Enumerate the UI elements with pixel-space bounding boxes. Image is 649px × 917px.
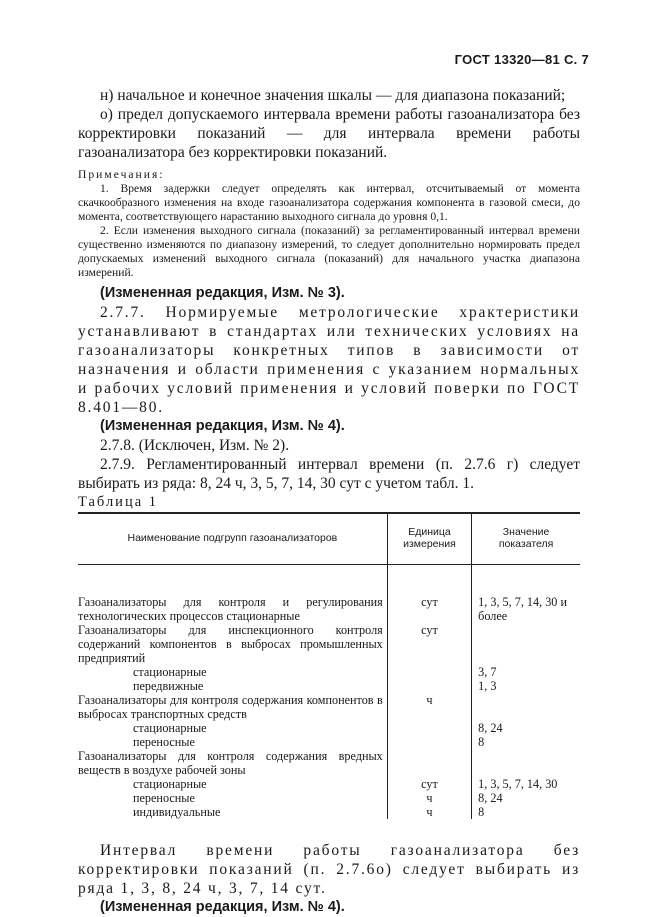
paragraph-after-table: Интервал времени работы газоанализатора без корректировки показаний (п. 2.7.6о) следует выбирать из ряда 1, 3, 8, 24 ч, 3, 7, 14 сут. bbox=[78, 842, 580, 897]
note-1: 1. Время задержки следует определять как интервал, отсчитываемый от момента скачкообразного изменения на входе газоанализатора содержания компонента в газовой смеси, до момента, соответствующего нарастанию выходного сигнала до уровня 0,1. bbox=[78, 182, 580, 223]
table-row bbox=[78, 721, 580, 735]
table-row bbox=[78, 679, 580, 693]
table-row bbox=[78, 623, 580, 665]
row-unit: сут bbox=[387, 777, 471, 791]
notes-title: Примечания: bbox=[78, 168, 165, 181]
row-unit bbox=[387, 665, 471, 679]
row-name: переносные bbox=[133, 791, 195, 805]
table-row bbox=[78, 693, 580, 721]
row-name: передвижные bbox=[133, 679, 204, 693]
row-unit bbox=[387, 721, 471, 735]
row-unit bbox=[387, 679, 471, 693]
table-row bbox=[78, 665, 580, 679]
row-unit: ч bbox=[387, 791, 471, 805]
row-unit bbox=[387, 749, 471, 777]
row-value: 1, 3, 5, 7, 14, 30 и более bbox=[478, 595, 567, 623]
edit-note-4a: (Измененная редакция, Изм. № 4). bbox=[100, 418, 345, 434]
table-header-row bbox=[78, 513, 580, 565]
notes-block bbox=[78, 168, 580, 280]
page-header: ГОСТ 13320—81 С. 7 bbox=[454, 52, 589, 67]
edit-note-3: (Измененная редакция, Изм. № 3). bbox=[100, 285, 345, 301]
row-name: стационарные bbox=[133, 777, 207, 791]
row-unit: ч bbox=[387, 693, 471, 721]
document-body bbox=[78, 86, 580, 917]
row-value: 8 bbox=[478, 805, 485, 819]
row-value: 8, 24 bbox=[478, 791, 503, 805]
row-value bbox=[472, 693, 580, 721]
col-header-unit: Единица измерения bbox=[387, 513, 471, 565]
row-name: Газоанализаторы для контроля и регулирования технологических процессов стационарные bbox=[78, 595, 383, 623]
row-name: индивидуальные bbox=[133, 805, 221, 819]
row-value bbox=[472, 749, 580, 777]
row-value: 1, 3 bbox=[478, 679, 497, 693]
edit-note-4b: (Измененная редакция, Изм. № 4). bbox=[100, 899, 345, 915]
item-n: н) начальное и конечное значения шкалы — для диапазона показаний; bbox=[100, 87, 566, 104]
row-value: 8 bbox=[478, 735, 485, 749]
row-name: Газоанализаторы для контроля содержания вредных веществ в воздухе рабочей зоны bbox=[78, 749, 383, 777]
item-o: о) предел допускаемого интервала времени работы газоанализатора без корректировки показаний — для интервала времени работы газоанализатора без корректировки показаний. bbox=[78, 106, 580, 161]
clause-2-7-8: 2.7.8. (Исключен, Изм. № 2). bbox=[100, 437, 290, 454]
clause-2-7-9: 2.7.9. Регламентированный интервал времени (п. 2.7.6 г) следует выбирать из ряда: 8, 24 ч, 3, 5, 7, 14, 30 сут с учетом табл. 1. bbox=[78, 456, 580, 492]
note-2: 2. Если изменения выходного сигнала (показаний) за регламентированный интервал времени существенно изменяются по диапазону измерений, то следует дополнительно нормировать предел допускаемых изменений выходного сигнала (показаний) для начального участка диапазона измерений. bbox=[78, 224, 580, 279]
table-caption: Таблица 1 bbox=[78, 494, 159, 510]
row-name: Газоанализаторы для инспекционного контроля содержаний компонентов в выбросах промышленных предприятий bbox=[78, 623, 383, 665]
table-row bbox=[78, 749, 580, 777]
row-unit: ч bbox=[387, 805, 471, 819]
row-value: 1, 3, 5, 7, 14, 30 bbox=[478, 777, 558, 791]
row-unit bbox=[387, 735, 471, 749]
table-row bbox=[78, 777, 580, 791]
table-row bbox=[78, 565, 580, 624]
table-row bbox=[78, 791, 580, 805]
table-1 bbox=[78, 512, 580, 819]
row-value bbox=[472, 623, 580, 665]
row-unit: сут bbox=[387, 623, 471, 665]
table-row bbox=[78, 735, 580, 749]
row-unit: сут bbox=[387, 565, 471, 624]
row-name: Газоанализаторы для контроля содержания компонентов в выбросах транспортных средств bbox=[78, 693, 383, 721]
row-name: переносные bbox=[133, 735, 195, 749]
row-name: стационарные bbox=[133, 721, 207, 735]
row-value: 8, 24 bbox=[478, 721, 503, 735]
col-header-name: Наименование подгрупп газоанализаторов bbox=[127, 532, 338, 544]
col-header-value: Значение показателя bbox=[498, 526, 554, 550]
row-value: 3, 7 bbox=[478, 665, 497, 679]
table-row bbox=[78, 805, 580, 819]
row-name: стационарные bbox=[133, 665, 207, 679]
clause-2-7-7: 2.7.7. Нормируемые метрологические храктеристики устанавливают в стандартах или технических условиях на газоанализаторы конкретных типов в зависимости от назначения и области применения с указанием нормальных и рабочих условий применения и условий поверки по ГОСТ 8.401—80. bbox=[78, 304, 580, 416]
